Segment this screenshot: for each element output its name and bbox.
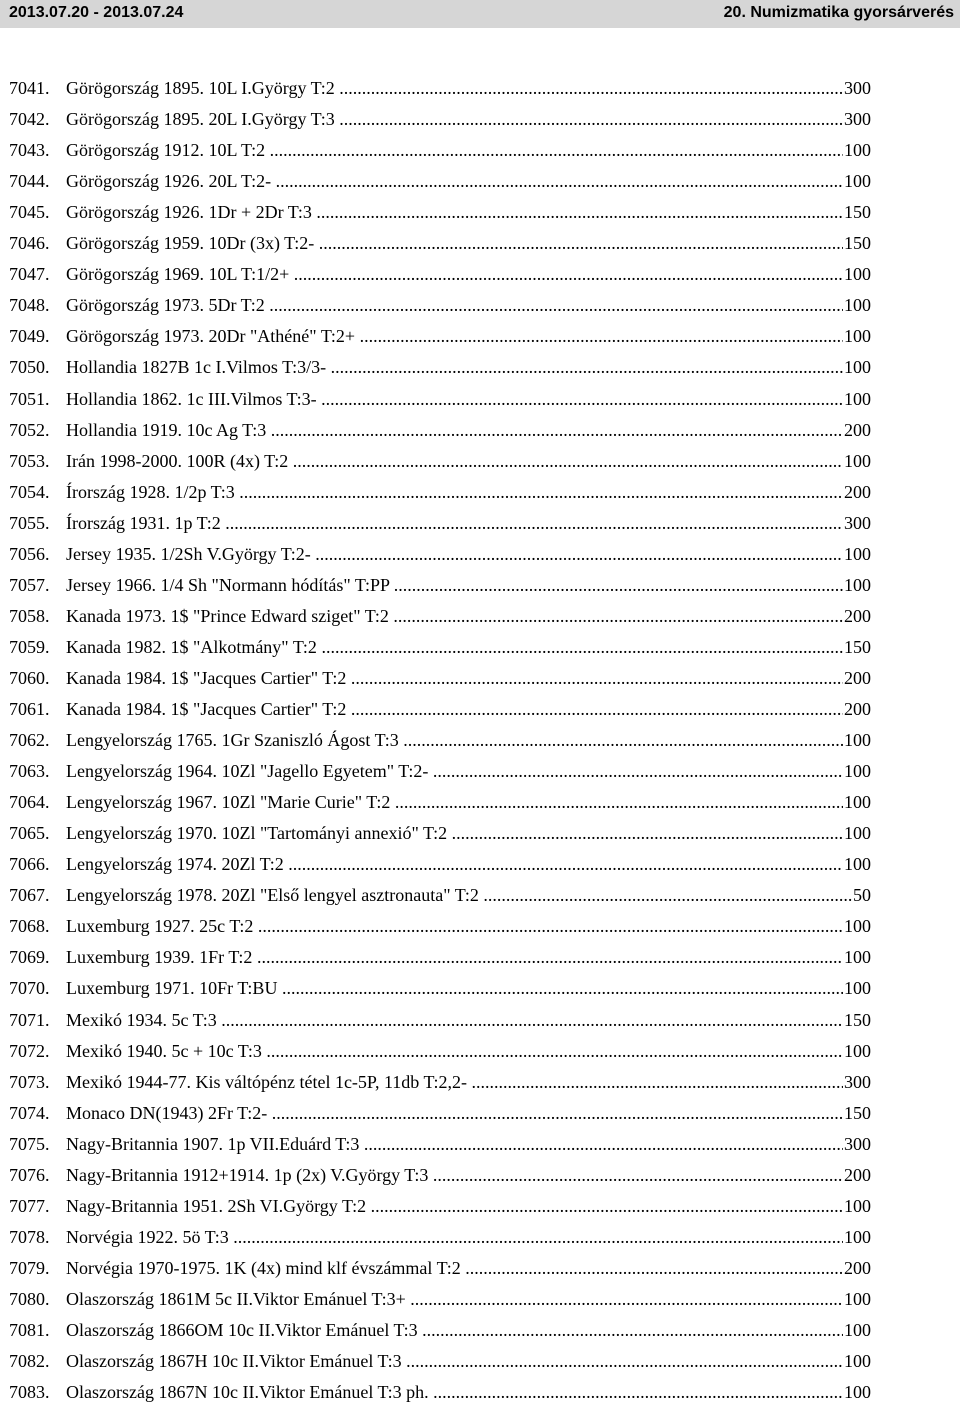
lot-number: 7068. [9,916,50,936]
list-item [0,262,880,286]
lot-description: Görögország 1895. 20L I.György T:3 ..... [66,107,871,131]
lot-number: 7057. [9,575,50,595]
lot-starting-price: 300 [844,513,871,533]
lot-number: 7079. [9,1258,50,1278]
lot-description: Görögország 1973. 20Dr "Athéné" T:2+ ..... [66,324,871,348]
list-item [0,107,880,131]
lot-starting-price: 100 [844,761,871,781]
list-item [0,728,880,752]
lot-description: Görögország 1969. 10L T:1/2+ ..... [66,262,871,286]
lot-number: 7062. [9,730,50,750]
lot-number: 7076. [9,1165,50,1185]
list-item [0,1070,880,1094]
lot-starting-price: 100 [844,978,871,998]
lot-number: 7060. [9,668,50,688]
list-item [0,666,880,690]
list-item [0,1194,880,1218]
lot-description: Mexikó 1944-77. Kis váltópénz tétel 1c-5P, 11db T:2,2- ..... [66,1070,871,1094]
lot-description: Lengyelország 1967. 10Zl "Marie Curie" T:2 ..... [66,790,871,814]
list-item [0,1132,880,1156]
auction-date-range: 2013.07.20 - 2013.07.24 [9,4,184,21]
list-item [0,293,880,317]
lot-number: 7059. [9,637,50,657]
list-item [0,1225,880,1249]
lot-number: 7046. [9,233,50,253]
list-item [0,76,880,100]
list-item [0,1287,880,1311]
lot-description: Görögország 1959. 10Dr (3x) T:2- ..... [66,231,871,255]
lot-number: 7072. [9,1041,50,1061]
list-item [0,418,880,442]
lot-starting-price: 100 [844,730,871,750]
list-item [0,511,880,535]
lot-starting-price: 150 [844,1103,871,1123]
lot-description: Luxemburg 1927. 25c T:2 ..... [66,914,871,938]
list-item [0,1039,880,1063]
lot-starting-price: 100 [844,792,871,812]
lot-description: Luxemburg 1971. 10Fr T:BU ..... [66,976,871,1000]
lot-starting-price: 100 [844,1196,871,1216]
lot-description: Jersey 1966. 1/4 Sh "Normann hódítás" T:PP ..... [66,573,871,597]
lot-description: Olaszország 1867H 10c II.Viktor Emánuel T:3 ..... [66,1349,871,1373]
list-item [0,883,880,907]
lot-description: Irán 1998-2000. 100R (4x) T:2 ..... [66,449,871,473]
lot-number: 7077. [9,1196,50,1216]
lot-number: 7073. [9,1072,50,1092]
lot-number: 7075. [9,1134,50,1154]
lot-number: 7041. [9,78,50,98]
lot-description: Olaszország 1866OM 10c II.Viktor Emánuel T:3 ..... [66,1318,871,1342]
list-item [0,1101,880,1125]
lot-description: Görögország 1895. 10L I.György T:2 ..... [66,76,871,100]
list-item [0,1008,880,1032]
lot-number: 7054. [9,482,50,502]
list-item [0,945,880,969]
lot-starting-price: 200 [844,699,871,719]
list-item [0,355,880,379]
lot-number: 7058. [9,606,50,626]
lot-starting-price: 100 [844,295,871,315]
lot-number: 7071. [9,1010,50,1030]
lot-starting-price: 100 [844,451,871,471]
lot-number: 7065. [9,823,50,843]
lot-starting-price: 100 [844,575,871,595]
list-item [0,914,880,938]
lot-starting-price: 100 [844,140,871,160]
lot-description: Lengyelország 1964. 10Zl "Jagello Egyetem" T:2- ..... [66,759,871,783]
lot-number: 7056. [9,544,50,564]
list-item [0,759,880,783]
lot-starting-price: 100 [844,1289,871,1309]
lot-number: 7043. [9,140,50,160]
lot-starting-price: 100 [844,1227,871,1247]
page-header [0,0,960,28]
list-item [0,790,880,814]
lot-description: Írország 1931. 1p T:2 ..... [66,511,871,535]
lot-number: 7069. [9,947,50,967]
list-item [0,1349,880,1373]
lot-number: 7050. [9,357,50,377]
list-item [0,604,880,628]
lot-starting-price: 100 [844,947,871,967]
lot-number: 7051. [9,389,50,409]
lot-starting-price: 300 [844,1072,871,1092]
lot-description: Hollandia 1862. 1c III.Vilmos T:3- ..... [66,387,871,411]
list-item [0,821,880,845]
lot-number: 7078. [9,1227,50,1247]
lot-number: 7070. [9,978,50,998]
lot-starting-price: 100 [844,357,871,377]
lot-description: Mexikó 1934. 5c T:3 ..... [66,1008,871,1032]
lot-starting-price: 150 [844,637,871,657]
lot-description: Nagy-Britannia 1907. 1p VII.Eduárd T:3 ..... [66,1132,871,1156]
lot-description: Norvégia 1970-1975. 1K (4x) mind klf évszámmal T:2 ..... [66,1256,871,1280]
lot-description: Írország 1928. 1/2p T:3 ..... [66,480,871,504]
lot-starting-price: 100 [844,916,871,936]
lot-number: 7061. [9,699,50,719]
lot-description: Norvégia 1922. 5ö T:3 ..... [66,1225,871,1249]
lot-description: Mexikó 1940. 5c + 10c T:3 ..... [66,1039,871,1063]
lot-number: 7063. [9,761,50,781]
lot-description: Hollandia 1827B 1c I.Vilmos T:3/3- ..... [66,355,871,379]
lot-starting-price: 100 [844,544,871,564]
lot-starting-price: 50 [853,885,871,905]
list-item [0,542,880,566]
lot-description: Görögország 1926. 20L T:2- ..... [66,169,871,193]
lot-description: Hollandia 1919. 10c Ag T:3 ..... [66,418,871,442]
lot-number: 7064. [9,792,50,812]
list-item [0,573,880,597]
lot-starting-price: 100 [844,854,871,874]
lot-starting-price: 200 [844,482,871,502]
lot-number: 7067. [9,885,50,905]
lot-number: 7083. [9,1382,50,1402]
lot-number: 7074. [9,1103,50,1123]
lot-description: Lengyelország 1974. 20Zl T:2 ..... [66,852,871,876]
list-item [0,200,880,224]
lot-description: Olaszország 1861M 5c II.Viktor Emánuel T:3+ ..... [66,1287,871,1311]
lot-starting-price: 100 [844,823,871,843]
lot-starting-price: 100 [844,326,871,346]
lot-description: Görögország 1912. 10L T:2 ..... [66,138,871,162]
lot-number: 7047. [9,264,50,284]
lot-description: Görögország 1926. 1Dr + 2Dr T:3 ..... [66,200,871,224]
list-item [0,635,880,659]
list-item [0,324,880,348]
list-item [0,387,880,411]
lot-starting-price: 200 [844,1258,871,1278]
list-item [0,1163,880,1187]
list-item [0,138,880,162]
list-item [0,1318,880,1342]
lot-starting-price: 200 [844,1165,871,1185]
lot-starting-price: 100 [844,389,871,409]
list-item [0,449,880,473]
lot-description: Görögország 1973. 5Dr T:2 ..... [66,293,871,317]
lot-number: 7082. [9,1351,50,1371]
lot-starting-price: 100 [844,171,871,191]
lot-description: Nagy-Britannia 1912+1914. 1p (2x) V.György T:3 ..... [66,1163,871,1187]
lot-starting-price: 150 [844,233,871,253]
lot-starting-price: 100 [844,264,871,284]
lot-description: Lengyelország 1978. 20Zl "Első lengyel asztronauta" T:2 ..... [66,883,871,907]
lot-starting-price: 200 [844,606,871,626]
lot-starting-price: 300 [844,109,871,129]
lot-number: 7053. [9,451,50,471]
lot-starting-price: 100 [844,1382,871,1402]
auction-title: 20. Numizmatika gyorsárverés [723,4,954,21]
lot-number: 7042. [9,109,50,129]
lot-starting-price: 150 [844,1010,871,1030]
lot-starting-price: 200 [844,420,871,440]
lot-number: 7052. [9,420,50,440]
lot-starting-price: 300 [844,78,871,98]
lot-starting-price: 100 [844,1041,871,1061]
lot-description: Nagy-Britannia 1951. 2Sh VI.György T:2 ..... [66,1194,871,1218]
lot-number: 7048. [9,295,50,315]
lot-description: Kanada 1982. 1$ "Alkotmány" T:2 ..... [66,635,871,659]
list-item [0,697,880,721]
lot-description: Kanada 1984. 1$ "Jacques Cartier" T:2 ..... [66,666,871,690]
lot-starting-price: 200 [844,668,871,688]
lot-number: 7066. [9,854,50,874]
lot-description: Lengyelország 1765. 1Gr Szaniszló Ágost T:3 ..... [66,728,871,752]
lot-description: Kanada 1973. 1$ "Prince Edward sziget" T:2 ..... [66,604,871,628]
lot-description: Jersey 1935. 1/2Sh V.György T:2- ..... [66,542,871,566]
lot-number: 7055. [9,513,50,533]
lot-number: 7044. [9,171,50,191]
list-item [0,1256,880,1280]
lot-description: Monaco DN(1943) 2Fr T:2- ..... [66,1101,871,1125]
lot-description: Olaszország 1867N 10c II.Viktor Emánuel T:3 ph. ..... [66,1380,871,1404]
lot-description: Lengyelország 1970. 10Zl "Tartományi annexió" T:2 ..... [66,821,871,845]
list-item [0,1380,880,1404]
lot-starting-price: 300 [844,1134,871,1154]
lot-starting-price: 100 [844,1320,871,1340]
list-item [0,480,880,504]
lot-description: Kanada 1984. 1$ "Jacques Cartier" T:2 ..... [66,697,871,721]
lot-description: Luxemburg 1939. 1Fr T:2 ..... [66,945,871,969]
lot-number: 7045. [9,202,50,222]
lot-starting-price: 150 [844,202,871,222]
lot-number: 7081. [9,1320,50,1340]
lot-number: 7080. [9,1289,50,1309]
lot-starting-price: 100 [844,1351,871,1371]
list-item [0,231,880,255]
list-item [0,852,880,876]
list-item [0,976,880,1000]
list-item [0,169,880,193]
lot-number: 7049. [9,326,50,346]
